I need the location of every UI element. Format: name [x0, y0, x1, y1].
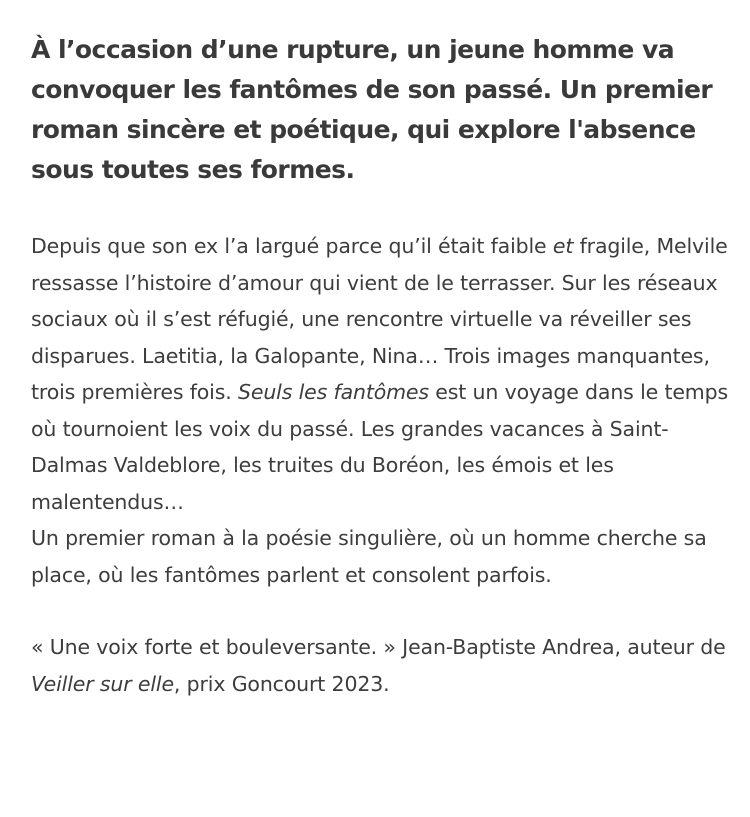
summary-text: fragile, Melvile ressasse l’histoire d’amour qui vient de le terrasser. Sur les réseaux sociaux où il s’est réfugié, une rencontre virtuelle va réveiller ses disparues. Laetitia, la Galopante, Nina… Trois images manquantes, trois premières fois.: [31, 234, 728, 404]
summary: [31, 228, 731, 593]
quote-text-end: , prix Goncourt 2023.: [173, 671, 390, 696]
summary-text: Depuis que son ex l’a largué parce qu’il était faible: [31, 234, 553, 258]
book-title-veiller-sur-elle: Veiller sur elle: [31, 671, 174, 696]
press-quote: [31, 629, 731, 702]
book-description: [31, 30, 731, 702]
summary-conclusion: Un premier roman à la poésie singulière, où un homme cherche sa place, où les fantômes parlent et consolent parfois.: [31, 526, 707, 587]
book-title-seuls-les-fantomes: Seuls les fantômes: [238, 380, 429, 404]
headline: À l’occasion d’une rupture, un jeune homme va convoquer les fantômes de son passé. Un premier roman sincère et poétique, qui explore l'absence sous toutes ses formes.: [31, 35, 713, 184]
quote-text: « Une voix forte et bouleversante. » Jean-Baptiste Andrea, auteur de: [31, 635, 726, 659]
summary-text: est un voyage dans le temps où tournoient les voix du passé. Les grandes vacances à Saint-Dalmas Valdeblore, les truites du Boréon, les émois et les malentendus…: [31, 380, 729, 514]
emphasis-et: et: [552, 234, 574, 258]
